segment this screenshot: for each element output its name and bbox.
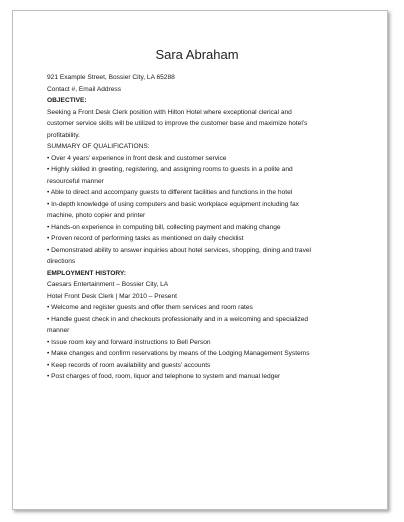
- qualifications-heading: SUMMARY OF QUALIFICATIONS:: [47, 143, 150, 150]
- duty-line: manner: [47, 327, 70, 334]
- objective-heading: OBJECTIVE:: [47, 97, 87, 104]
- duty-line: • Keep records of room availability and guests’ accounts: [47, 361, 211, 369]
- duty-line: • Post charges of food, room, liquor and telephone to system and manual ledger: [47, 373, 281, 380]
- employment-heading: EMPLOYMENT HISTORY:: [47, 269, 127, 277]
- resume-name: Sara Abraham: [155, 47, 239, 62]
- qualification-line: • Highly skilled in greeting, registering, and assigning rooms to guests in a polite and: [47, 166, 293, 173]
- qualification-line: • Over 4 years’ experience in front desk and customer service: [47, 154, 227, 162]
- position-line: Hotel Front Desk Clerk | Mar 2010 – Present: [47, 292, 177, 300]
- qualification-line: • Demonstrated ability to answer inquiries about hotel services, shopping, dining and travel: [47, 246, 312, 254]
- duty-line: • Make changes and confirm reservations by means of the Lodging Management Systems: [47, 350, 310, 357]
- objective-line: profitability.: [47, 131, 80, 139]
- objective-line: customer service skills will be utilized to improve the customer base and maximize hotel’s: [47, 120, 308, 127]
- address-line: 921 Example Street, Bossier City, LA 65288: [47, 74, 175, 81]
- resume-content: [47, 47, 347, 383]
- qualification-line: • In-depth knowledge of using computers and basic workplace equipment including fax: [47, 200, 299, 208]
- qualification-line: • Hands-on experience in computing bill, collecting payment and making change: [47, 223, 281, 231]
- duty-line: • Handle guest check in and checkouts professionally and in a welcoming and specialized: [47, 315, 309, 323]
- qualification-line: machine, photo copier and printer: [47, 212, 146, 219]
- qualification-line: resourceful manner: [47, 177, 104, 185]
- qualification-line: directions: [47, 258, 76, 265]
- contact-line: Contact #, Email Address: [47, 85, 122, 93]
- resume-page: [12, 10, 388, 510]
- duty-line: • Issue room key and forward instructions to Bell Person: [47, 338, 211, 346]
- duty-line: • Welcome and register guests and offer them services and room rates: [47, 304, 253, 311]
- objective-line: Seeking a Front Desk Clerk position with Hilton Hotel where exceptional clerical and: [47, 108, 292, 116]
- employer-line: Caesars Entertainment – Bossier City, LA: [47, 281, 169, 288]
- qualification-line: • Proven record of performing tasks as mentioned on daily checklist: [47, 235, 244, 242]
- qualification-line: • Able to direct and accompany guests to different facilities and functions in the hotel: [47, 189, 293, 196]
